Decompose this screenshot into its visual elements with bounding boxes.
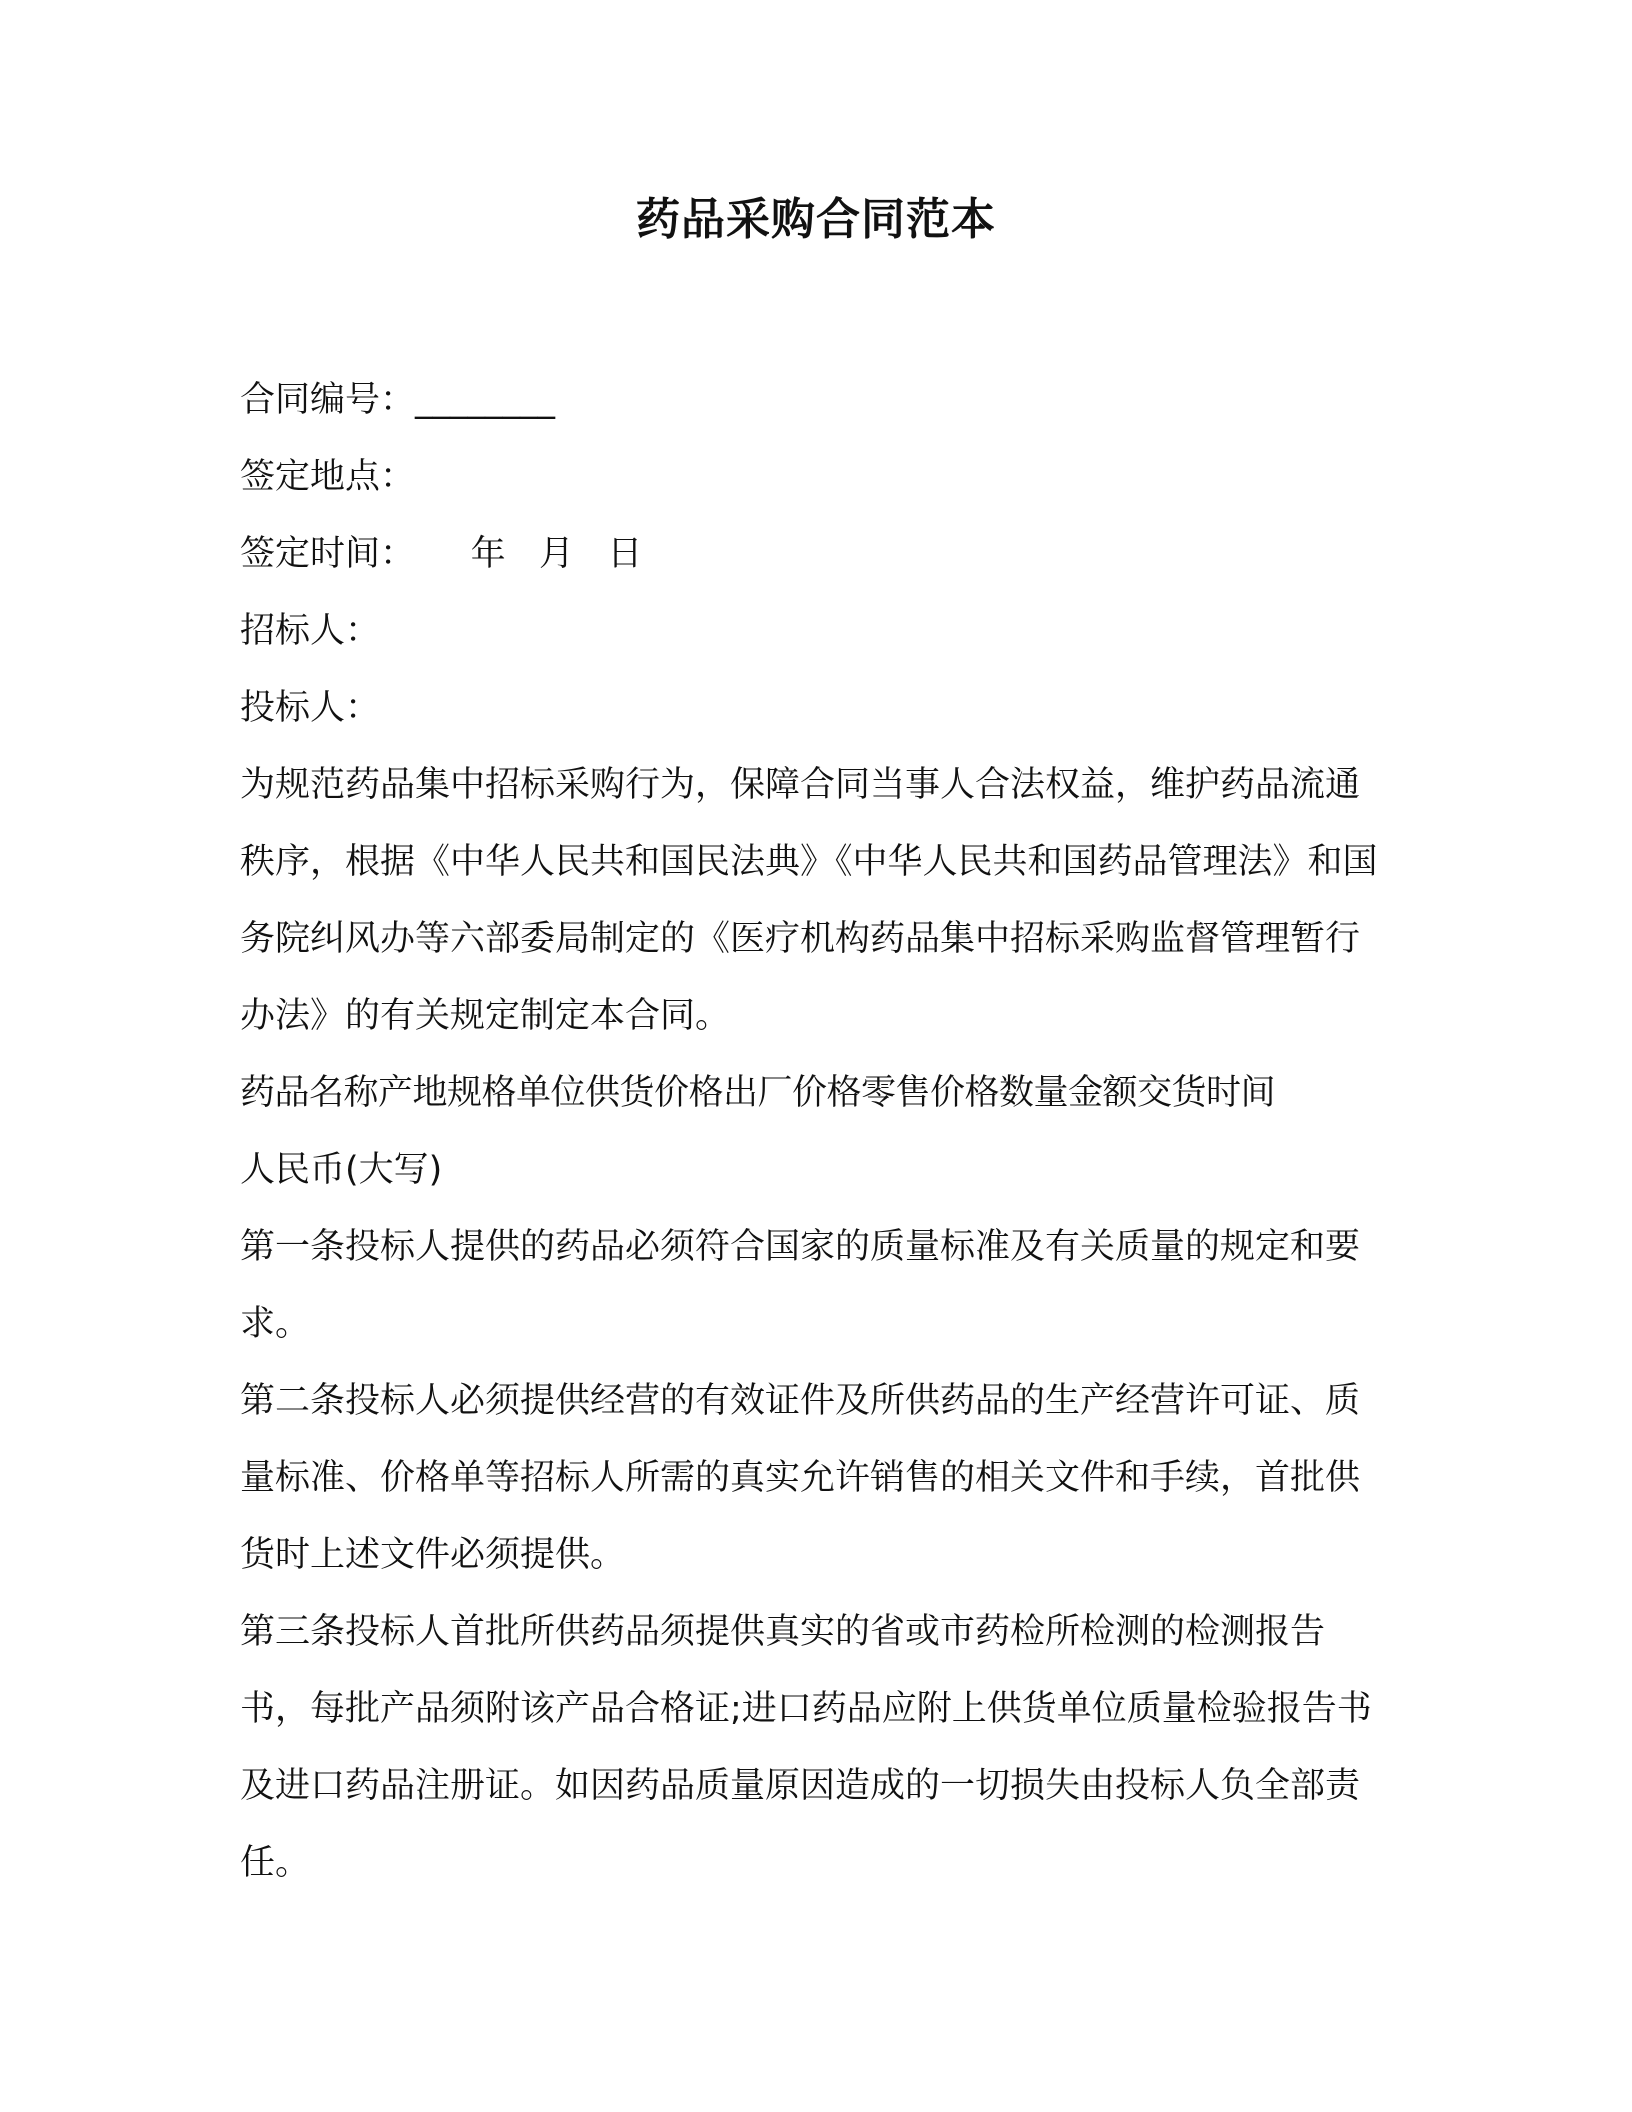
sign-time-line: 签定时间： 年 月 日 [240, 534, 643, 574]
document-title: 药品采购合同范本 [636, 194, 996, 245]
article-3-paragraph: 第三条投标人首批所供药品须提供真实的省或市药检所检测的检测报告书，每批产品须附该产品合格证;进口药品应附上供货单位质量检验报告书及进口药品注册证。如因药品质量原因造成的一切损失由投标人负全部责任。 [240, 1612, 1372, 1883]
tenderer-line: 招标人： [240, 611, 381, 651]
sign-place-line: 签定地点： [240, 457, 416, 497]
contract-number-line: 合同编号：________ [240, 380, 556, 420]
article-1-paragraph: 第一条投标人提供的药品必须符合国家的质量标准及有关质量的规定和要求。 [240, 1227, 1361, 1344]
article-2-paragraph: 第二条投标人必须提供经营的有效证件及所供药品的生产经营许可证、质量标准、价格单等招标人所需的真实允许销售的相关文件和手续，首批供货时上述文件必须提供。 [240, 1381, 1361, 1575]
currency-line: 人民币(大写) [240, 1150, 443, 1190]
preamble-paragraph: 为规范药品集中招标采购行为，保障合同当事人合法权益，维护药品流通秩序，根据《中华人民共和国民法典》《中华人民共和国药品管理法》和国务院纠风办等六部委局制定的《医疗机构药品集中招标采购监督管理暂行办法》的有关规定制定本合同。 [240, 765, 1378, 1036]
document-body [240, 362, 1380, 1902]
bidder-line: 投标人： [240, 688, 381, 728]
table-header-line: 药品名称产地规格单位供货价格出厂价格零售价格数量金额交货时间 [240, 1073, 1276, 1113]
